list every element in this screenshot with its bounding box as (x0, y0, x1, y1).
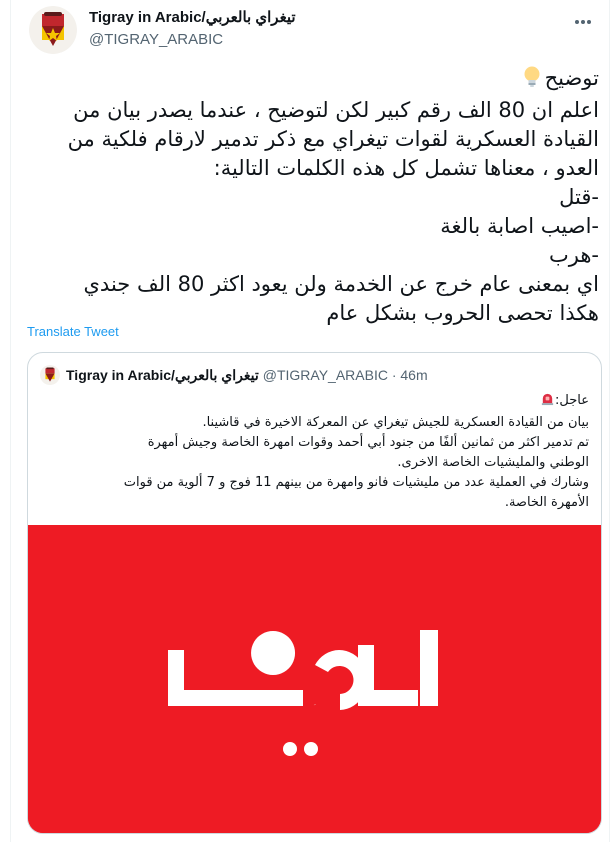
author-info (89, 8, 296, 50)
tweet-line-title (31, 64, 599, 96)
quoted-line: الأمهرة الخاصة. (504, 495, 589, 510)
tweet-body (31, 64, 599, 328)
quoted-author-name: Tigray in Arabic/تيغراي بالعربي (66, 366, 259, 383)
author-display-name[interactable]: Tigray in Arabic/تيغراي بالعربي (89, 9, 296, 26)
author-handle[interactable]: @TIGRAY_ARABIC (89, 31, 224, 48)
tweet-title: توضيح (544, 66, 599, 90)
tweet-line: اعلم ان 80 الف رقم كبير لكن لتوضيح ، عندما يصدر بيان من (73, 98, 599, 122)
quoted-line: بيان من القيادة العسكرية للجيش تيغراي عن المعركة الاخيرة في قاشينا. (202, 415, 589, 430)
quoted-handle-time: @TIGRAY_ARABIC · 46m (262, 367, 428, 383)
tweet-line: -هرب (548, 243, 599, 267)
tigray-flag-fist-logo (40, 365, 60, 385)
breaking-news-image[interactable] (28, 525, 601, 834)
more-dots-icon (574, 19, 592, 25)
tweet-line: -اصيب اصابة بالغة (440, 214, 599, 238)
tweet-line: القيادة العسكرية لقوات تيغراي مع ذكر تدمير لارقام فلكية من (67, 127, 599, 151)
quoted-author-avatar[interactable] (40, 365, 60, 385)
quoted-tweet-body (40, 391, 589, 513)
quoted-tweet-header (40, 365, 428, 385)
quoted-line: وشارك في العملية عدد من مليشيات فانو وامهرة من بينهم 11 فوج و 7 ألوية من قوات (123, 475, 589, 490)
quoted-tweet[interactable] (27, 352, 602, 834)
tweet-line: هكذا تحصى الحروب بشكل عام (326, 301, 599, 325)
quoted-line-title (40, 391, 589, 413)
breaking-image-text: عاجل (313, 705, 317, 706)
tweet-line: العدو ، معناها تشمل كل هذه الكلمات التالية: (213, 156, 599, 180)
author-avatar[interactable] (29, 6, 77, 54)
quoted-line: الوطني والمليشيات الخاصة الاخرى. (397, 455, 589, 470)
tigray-flag-fist-logo (29, 6, 77, 54)
breaking-arabic-wordmark (28, 525, 602, 834)
tweet-card (10, 0, 610, 842)
more-options-button[interactable] (571, 10, 595, 34)
quoted-line: تم تدمير اكثر من ثمانين ألفًا من جنود أبي أحمد وقوات امهرة الخاصة وجيش أمهرة (147, 435, 589, 450)
tweet-line: -قتل (559, 185, 599, 209)
light-bulb-icon (523, 66, 541, 96)
police-light-icon (540, 391, 555, 413)
quoted-title: عاجل: (555, 393, 589, 408)
translate-tweet-link[interactable]: Translate Tweet (27, 324, 119, 339)
tweet-line: اي بمعنى عام خرج عن الخدمة ولن يعود اكثر 80 الف جندي (83, 272, 599, 296)
